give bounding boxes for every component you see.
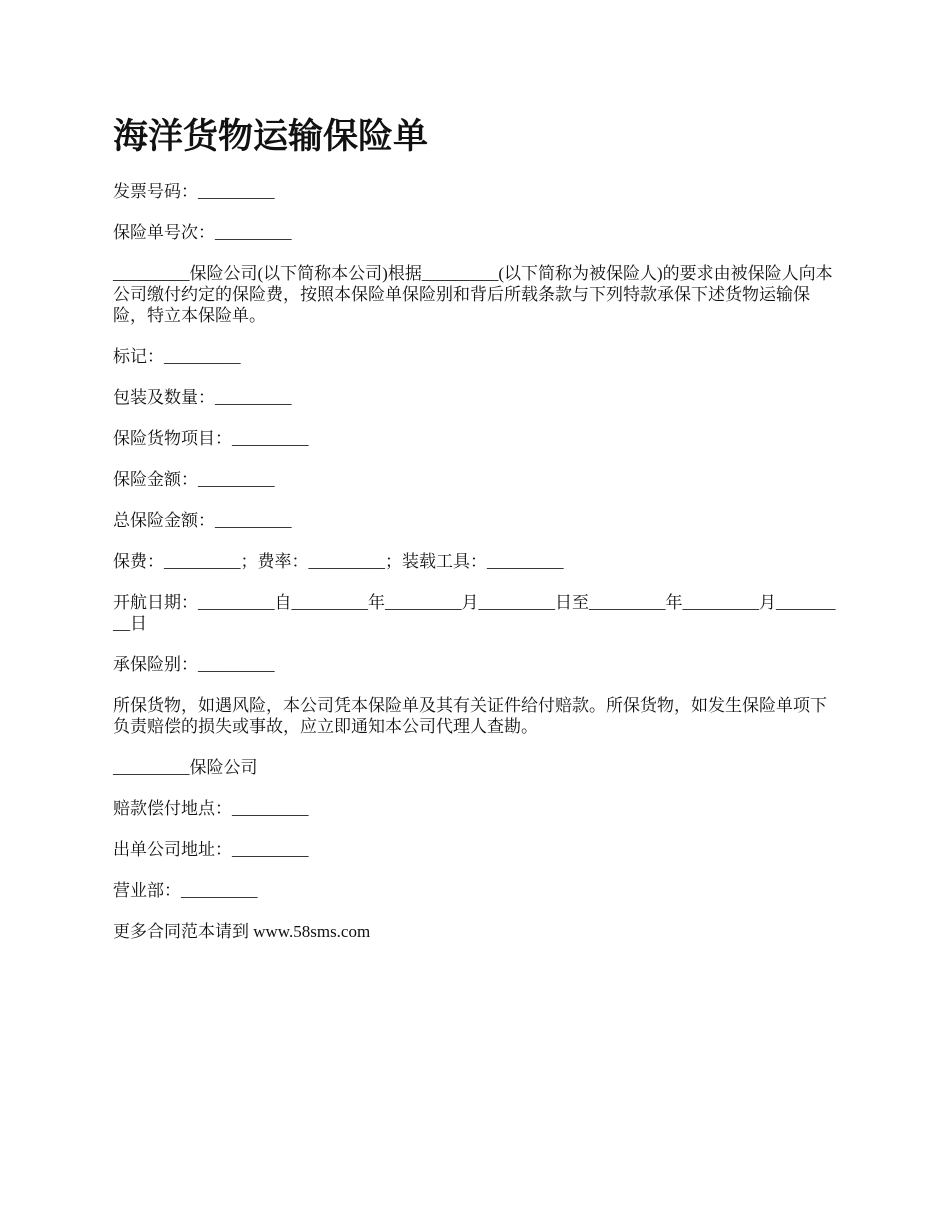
claims-notice-paragraph: 所保货物，如遇风险，本公司凭本保险单及其有关证件给付赔款。所保货物，如发生保险单项下负责赔偿的损失或事故，应立即通知本公司代理人查勘。 [113, 696, 827, 736]
document-title: 海洋货物运输保险单 [113, 116, 429, 157]
insurance-clause-paragraph: _________保险公司(以下简称本公司)根据_________(以下简称为被保险人)的要求由被保险人向本公司缴付约定的保险费，按照本保险单保险别和背后所载条款与下列特款承保下述货物运输保险，特立本保险单。 [113, 264, 833, 325]
document-page [113, 112, 843, 962]
premium-rate-conveyance-line: 保费：_________；费率：_________；装载工具：_________ [113, 552, 564, 571]
packing-quantity-line: 包装及数量：_________ [113, 388, 292, 407]
policy-number-line: 保险单号次：_________ [113, 223, 292, 242]
total-insured-amount-line: 总保险金额：_________ [113, 511, 292, 530]
business-department-line: 营业部：_________ [113, 881, 258, 900]
footer-website-line: 更多合同范本请到 www.58sms.com [113, 922, 371, 941]
issuer-address-line: 出单公司地址：_________ [113, 840, 309, 859]
insured-amount-line: 保险金额：_________ [113, 470, 275, 489]
sailing-date-line: 开航日期：_________自_________年_________月_________日至_________年_________月_________日 [113, 593, 836, 633]
marks-line: 标记：_________ [113, 347, 241, 366]
invoice-number-line: 发票号码：_________ [113, 182, 275, 201]
claim-payment-place-line: 赔款偿付地点：_________ [113, 799, 309, 818]
insurer-signature-line: _________保险公司 [113, 758, 258, 777]
coverage-line: 承保险别：_________ [113, 655, 275, 674]
insured-goods-line: 保险货物项目：_________ [113, 429, 309, 448]
